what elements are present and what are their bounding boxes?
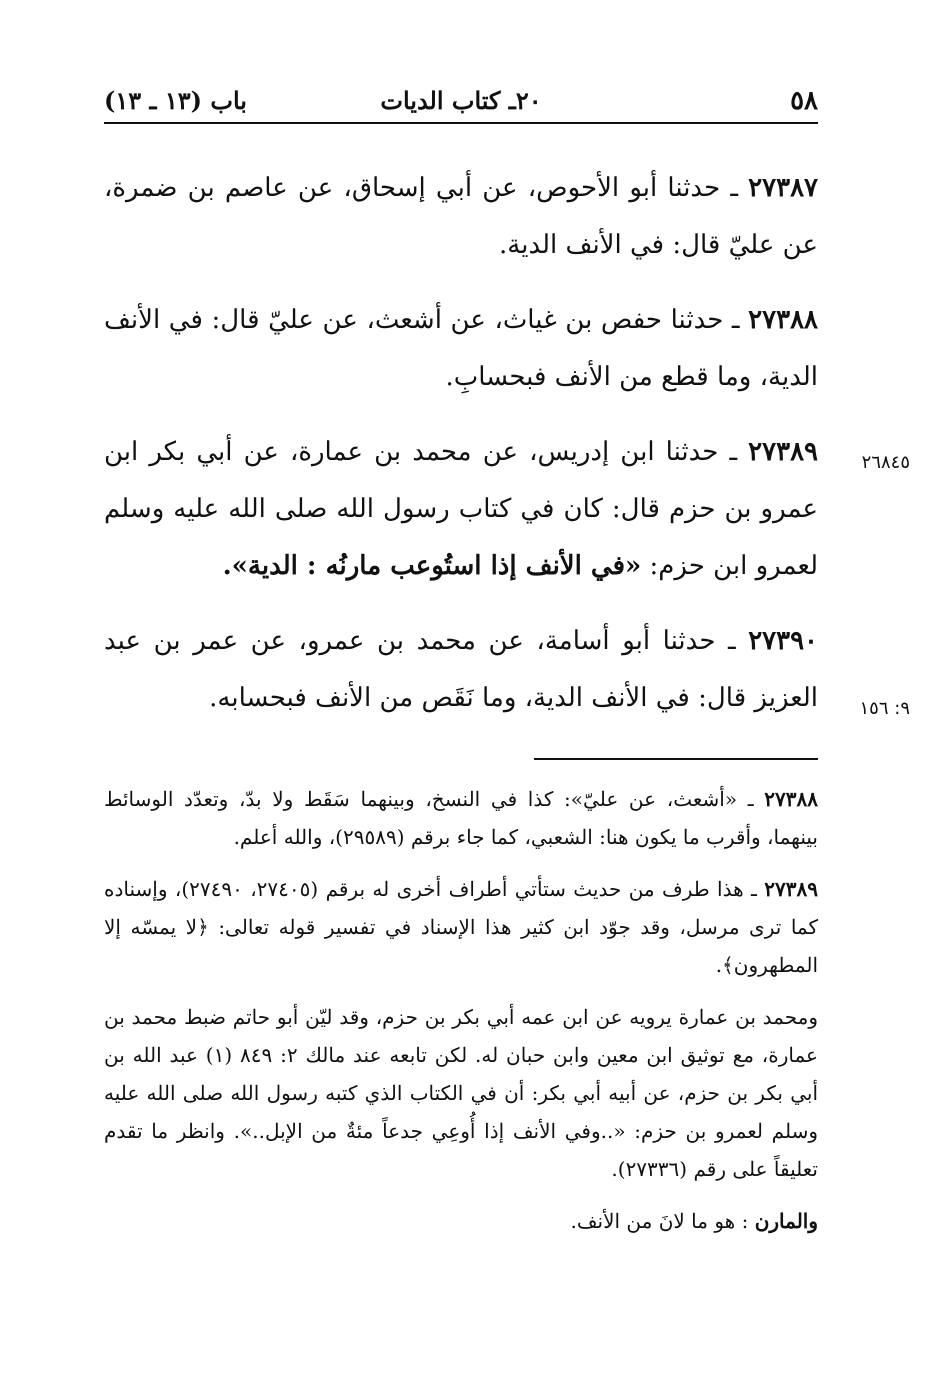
hadith-text: ـ حدثنا ابن إدريس، عن محمد بن عمارة، عن أبي بكر ابن عمرو بن حزم قال: كان في كتاب رسول الله صلى الله عليه وسلم لعمرو ابن حزم: — [104, 437, 818, 581]
page-header — [104, 82, 818, 124]
page-number: ٥٨ — [790, 86, 818, 116]
hadith-number: ٢٧٣٨٧ — [748, 173, 818, 203]
note-text: : هو ما لانَ من الأنف. — [570, 1209, 749, 1233]
note-definition — [104, 1202, 818, 1240]
note-text: ـ «أشعث، عن عليّ»: كذا في النسخ، وبينهما سَقَط ولا بدّ، وتعدّد الوسائط بينهما، وأقرب ما يكون هنا: الشعبي، كما جاء برقم (٢٩٥٨٩)، والله أعلم. — [104, 787, 818, 849]
hadith-number: ٢٧٣٨٨ — [748, 305, 818, 335]
hadith-27387 — [104, 160, 818, 274]
note-27388 — [104, 780, 818, 856]
margin-reference: ٢٦٨٤٥ — [861, 452, 910, 473]
note-number: ٢٧٣٨٨ — [764, 787, 819, 811]
hadith-27389 — [104, 424, 910, 595]
hadith-quote: «في الأنف إذا استُوعب مارنُه : الدية». — [222, 551, 642, 581]
book-title: ٢٠ـ كتاب الديات — [380, 86, 542, 115]
hadith-list — [104, 160, 910, 745]
hadith-27388 — [104, 292, 818, 406]
margin-reference: ٩: ١٥٦ — [859, 698, 910, 719]
note-text: ومحمد بن عمارة يرويه عن ابن عمه أبي بكر بن حزم، وقد ليّن أبو حاتم ضبط محمد بن عمارة، مع توثيق ابن معين وابن حبان له. لكن تابعه عند مالك ٢: ٨٤٩ (١) عبد الله بن أبي بكر بن حزم، عن أبيه أبي بكر: أن في الكتاب الذي كتبه رسول الله صلى الله عليه وسلم لعمرو بن حزم: «..وفي الأنف إذا أُوعِي جدعاً مئةٌ من الإبل..». وانظر ما تقدم تعليقاً على رقم (٢٧٣٣٦). — [104, 1005, 818, 1181]
hadith-text: ـ حدثنا أبو الأحوص، عن أبي إسحاق، عن عاصم بن ضمرة، عن عليّ قال: في الأنف الدية. — [104, 173, 818, 260]
footnotes — [104, 780, 818, 1254]
note-continuation — [104, 998, 818, 1188]
hadith-text: ـ حدثنا أبو أسامة، عن محمد بن عمرو، عن عمر بن عبد العزيز قال: في الأنف الدية، وما نَقَص من الأنف فبحسابه. — [104, 626, 818, 713]
chapter-title: باب (١٣ ـ ١٣) — [104, 86, 247, 115]
hadith-number: ٢٧٣٩٠ — [748, 626, 819, 656]
hadith-number: ٢٧٣٨٩ — [748, 437, 818, 467]
note-number: ٢٧٣٨٩ — [764, 877, 818, 901]
footnote-divider — [534, 758, 818, 760]
note-27389 — [104, 870, 818, 984]
note-term: والمارن — [754, 1209, 818, 1233]
hadith-text: ـ حدثنا حفص بن غياث، عن أشعث، عن عليّ قال: في الأنف الدية، وما قطع من الأنف فبحسابِ. — [104, 305, 818, 392]
note-text: ـ هذا طرف من حديث ستأتي أطراف أخرى له برقم (٢٧٤٠٥، ٢٧٤٩٠)، وإسناده كما ترى مرسل، وقد جوّد ابن كثير هذا الإسناد في تفسير قوله تعالى: ﴿لا يمسّه إلا المطهرون﴾. — [104, 877, 818, 977]
hadith-27390 — [104, 613, 910, 727]
